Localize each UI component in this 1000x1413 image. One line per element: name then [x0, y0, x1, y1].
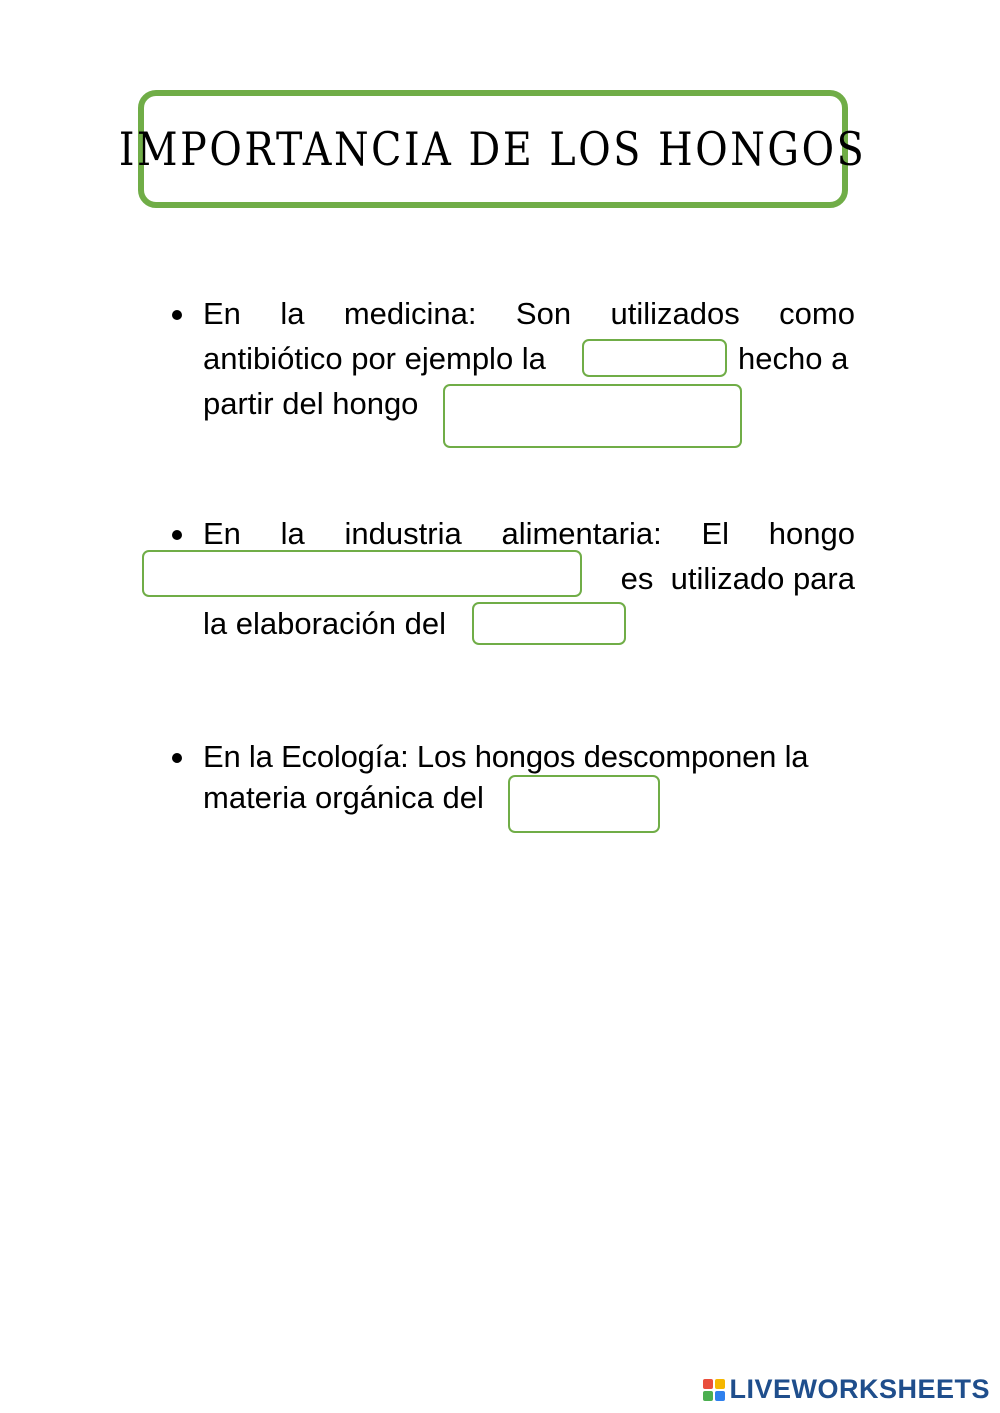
word: alimentaria: [501, 516, 662, 551]
answer-blank-fungus[interactable] [443, 384, 742, 448]
word: medicina: [343, 296, 477, 331]
answer-blank-food-fungus[interactable] [142, 550, 582, 597]
title-box [119, 90, 867, 208]
bullet-3 [172, 753, 182, 763]
word: la [280, 296, 305, 331]
word: como [779, 296, 855, 331]
word: utilizados [610, 296, 740, 331]
word: la [280, 516, 305, 551]
item-1-line-2-text: antibiótico por ejemplo la [203, 341, 546, 376]
item-1-line-2-after: hecho a [738, 341, 849, 376]
word: En [203, 296, 241, 331]
item-2-line-1 [203, 516, 855, 552]
logo-square [715, 1391, 725, 1401]
logo-text: LIVEWORKSHEETS [729, 1374, 990, 1404]
logo-square [703, 1391, 713, 1401]
item-1-line-3-text: partir del hongo [203, 386, 419, 421]
word: industria [344, 516, 462, 551]
word: hongo [768, 516, 855, 551]
item-2-line-2-after: es utilizado para [620, 561, 855, 596]
word: El [701, 516, 730, 551]
item-3-line-1: En la Ecología: Los hongos descomponen la [203, 739, 809, 774]
logo-mark-icon [703, 1379, 725, 1401]
logo-square [715, 1379, 725, 1389]
page-title: IMPORTANCIA DE LOS HONGOS [119, 122, 867, 176]
logo-square [703, 1379, 713, 1389]
word: En [203, 516, 241, 551]
item-2-line-3-text: la elaboración del [203, 606, 447, 641]
liveworksheets-logo[interactable] [703, 1374, 990, 1405]
bullet-1 [172, 310, 182, 320]
item-1-line-1 [203, 296, 855, 332]
word: Son [515, 296, 572, 331]
item-3-line-2-text: materia orgánica del [203, 780, 484, 815]
bullet-2 [172, 530, 182, 540]
answer-blank-antibiotic[interactable] [582, 339, 727, 377]
answer-blank-food-product[interactable] [472, 602, 626, 645]
answer-blank-ecology[interactable] [508, 775, 660, 833]
